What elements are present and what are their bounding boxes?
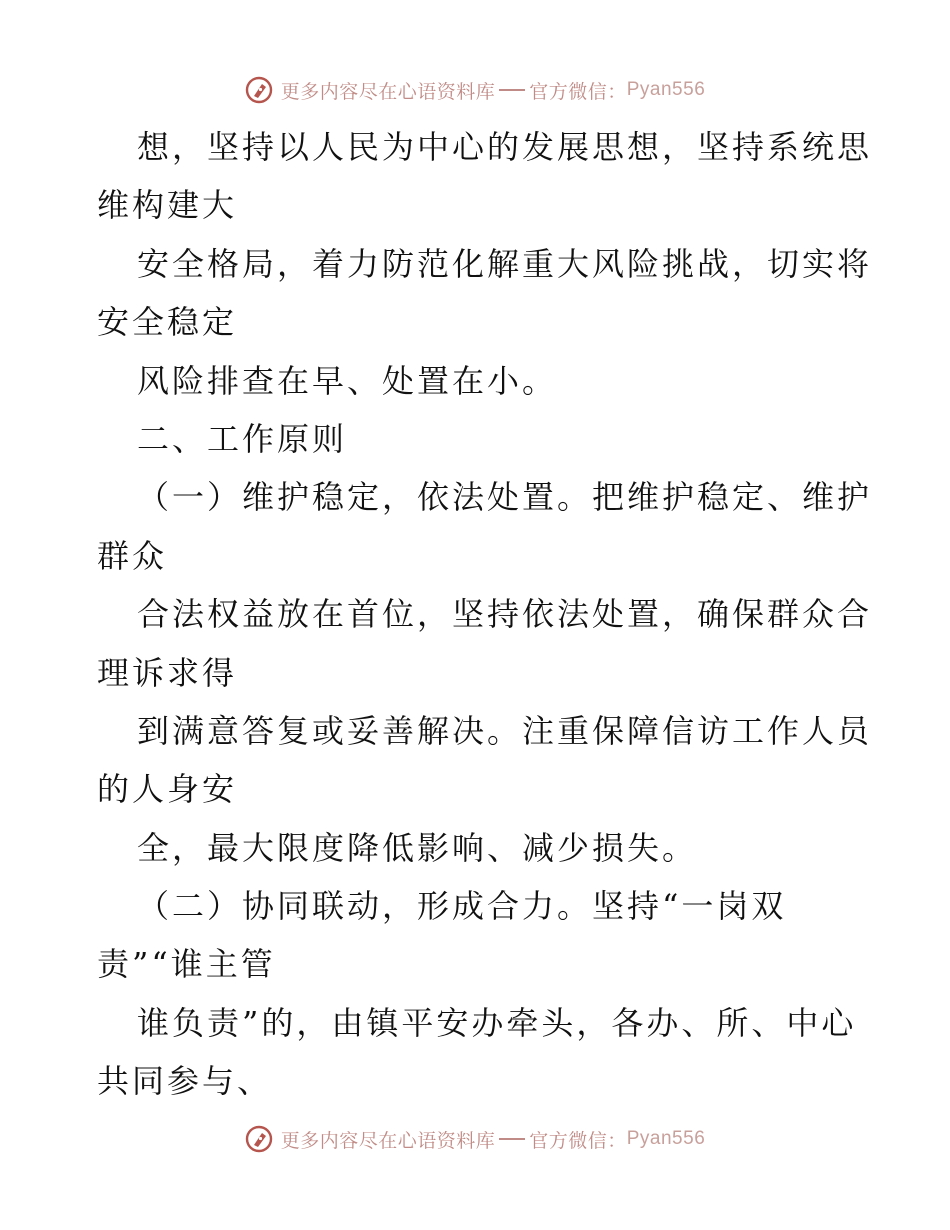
text-line: 谁负责”的，由镇平安办牵头，各办、所、中心 — [137, 1003, 857, 1042]
watermark-wechat-id: Pyan556 — [626, 79, 706, 100]
text-line: 到满意答复或妥善解决。注重保障信访工作人员 — [137, 711, 873, 750]
text-line: 责”“谁主管 — [97, 945, 276, 984]
watermark-official: 官方微信： — [529, 1129, 627, 1152]
pen-nib-circle-icon — [245, 76, 273, 104]
watermark-dash — [499, 1138, 525, 1140]
watermark-wechat-id: Pyan556 — [626, 1128, 706, 1149]
watermark-text: 更多内容尽在心语资料库 — [280, 1129, 496, 1152]
footer-watermark — [0, 1119, 950, 1159]
section-heading: 二、工作原则 — [137, 419, 348, 458]
text-line: （二）协同联动，形成合力。坚持“一岗双 — [137, 887, 787, 926]
text-line: 共同参与、 — [97, 1062, 273, 1101]
text-line: （一）维护稳定，依法处置。把维护稳定、维护 — [137, 478, 873, 517]
header-watermark — [0, 70, 950, 110]
watermark-dash — [499, 89, 525, 91]
watermark-official: 官方微信： — [529, 80, 627, 103]
text-line: 安全格局，着力防范化解重大风险挑战，切实将 — [137, 244, 873, 283]
text-line: 理诉求得 — [97, 653, 238, 692]
text-line: 全，最大限度降低影响、减少损失。 — [137, 828, 698, 867]
text-line: 群众 — [97, 536, 168, 575]
pen-nib-circle-icon — [245, 1125, 273, 1153]
text-line: 想，坚持以人民为中心的发展思想，坚持系统思 — [137, 128, 873, 166]
text-line: 的人身安 — [97, 770, 238, 809]
text-line: 合法权益放在首位，坚持依法处置，确保群众合 — [137, 595, 873, 634]
text-line: 维构建大 — [97, 186, 238, 225]
document-body — [97, 118, 873, 1111]
watermark-text: 更多内容尽在心语资料库 — [280, 80, 496, 103]
text-line: 安全稳定 — [97, 303, 238, 342]
text-line: 风险排查在早、处置在小。 — [137, 361, 558, 400]
